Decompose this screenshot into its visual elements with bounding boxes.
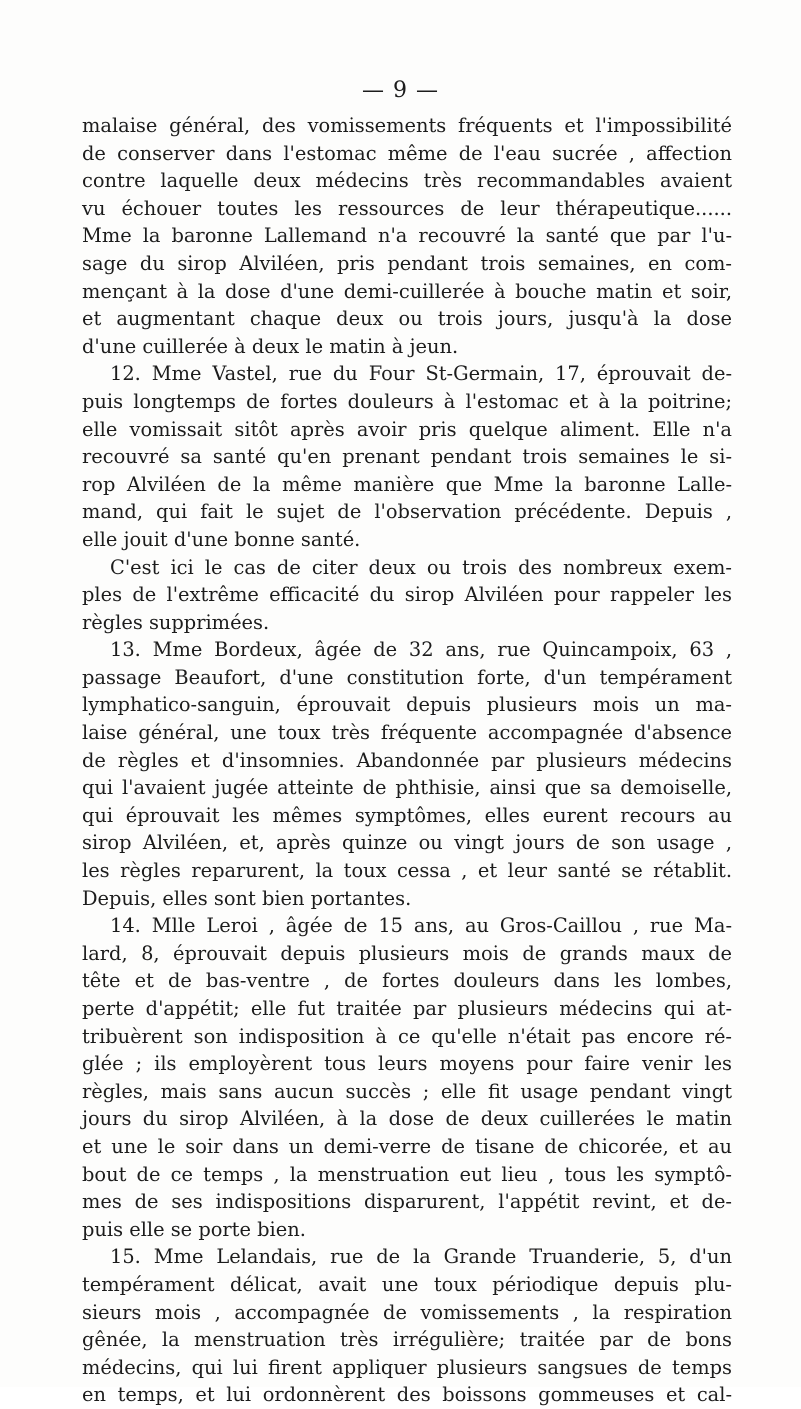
text-line: d'une cuillerée à deux le matin à jeun. <box>82 334 459 358</box>
text-line: rop Alviléen de la même manière que Mme la baronne Lalle- <box>82 472 732 496</box>
text-line: médecins, qui lui firent appliquer plusieurs sangsues de temps <box>82 1355 732 1379</box>
text-line: mes de ses indispositions disparurent, l'appétit revint, et de- <box>82 1190 732 1214</box>
text-line: de conserver dans l'estomac même de l'eau sucrée , affection <box>82 141 732 165</box>
text-line: de règles et d'insomnies. Abandonnée par plusieurs médecins <box>82 748 732 772</box>
text-line: sirop Alviléen, et, après quinze ou vingt jours de son usage , <box>82 831 732 855</box>
text-line: vu échouer toutes les ressources de leur thérapeutique...... <box>82 196 732 220</box>
text-line: recouvré sa santé qu'en prenant pendant trois semaines le si- <box>82 445 732 469</box>
text-line: perte d'appétit; elle fut traitée par plusieurs médecins qui at- <box>82 997 732 1020</box>
text-line: mand, qui fait le sujet de l'observation précédente. Depuis , <box>82 500 732 524</box>
text-line: passage Beaufort, d'une constitution forte, d'un tempérament <box>82 665 732 689</box>
text-line: tribuèrent son indisposition à ce qu'elle n'était pas encore ré- <box>82 1024 732 1048</box>
text-line: qui l'avaient jugée atteinte de phthisie, ainsi que sa demoiselle, <box>82 776 732 800</box>
text-line: 12. Mme Vastel, rue du Four St-Germain, 17, éprouvait de- <box>110 362 732 386</box>
text-line: sieurs mois , accompagnée de vomissements , la respiration <box>82 1300 732 1324</box>
body-text <box>82 112 732 1409</box>
text-line: 15. Mme Lelandais, rue de la Grande Truanderie, 5, d'un <box>110 1245 732 1269</box>
text-line: puis longtemps de fortes douleurs à l'estomac et à la poitrine; <box>82 389 732 413</box>
text-line: règles supprimées. <box>82 610 270 634</box>
text-line: qui éprouvait les mêmes symptômes, elles eurent recours au <box>82 803 732 827</box>
text-line: puis elle se porte bien. <box>82 1217 306 1241</box>
text-line: 14. Mlle Leroi , âgée de 15 ans, au Gros-Caillou , rue Ma- <box>110 914 732 938</box>
text-line: glée ; ils employèrent tous leurs moyens pour faire venir les <box>82 1052 732 1076</box>
text-line: Mme la baronne Lallemand n'a recouvré la santé que par l'u- <box>82 224 732 248</box>
text-line: les règles reparurent, la toux cessa , et leur santé se rétablit. <box>82 859 732 883</box>
text-line: elle jouit d'une bonne santé. <box>82 527 361 551</box>
text-line: lard, 8, éprouvait depuis plusieurs mois de grands maux de <box>82 941 732 965</box>
text-line: laise général, une toux très fréquente accompagnée d'absence <box>82 721 732 745</box>
text-line: règles, mais sans aucun succès ; elle fit usage pendant vingt <box>82 1079 732 1103</box>
text-line: bout de ce temps , la menstruation eut lieu , tous les symptô- <box>82 1162 732 1186</box>
text-line: C'est ici le cas de citer deux ou trois des nombreux exem- <box>110 555 732 579</box>
text-line: mençant à la dose d'une demi-cuillerée à bouche matin et soir, <box>82 279 732 303</box>
page-number: — 9 — <box>362 78 439 103</box>
text-line: lymphatico-sanguin, éprouvait depuis plusieurs mois un ma- <box>82 693 732 717</box>
text-line: et une le soir dans un demi-verre de tisane de chicorée, et au <box>82 1134 732 1158</box>
text-line: gênée, la menstruation très irrégulière; traitée par de bons <box>82 1328 732 1352</box>
text-line: ples de l'extrême efficacité du sirop Alviléen pour rappeler les <box>82 583 732 607</box>
text-line: tête et de bas-ventre , de fortes douleurs dans les lombes, <box>82 969 732 993</box>
text-line: malaise général, des vomissements fréquents et l'impossibilité <box>82 114 732 137</box>
text-line: elle vomissait sitôt après avoir pris quelque aliment. Elle n'a <box>82 417 732 441</box>
text-line: en temps, et lui ordonnèrent des boissons gommeuses et cal- <box>82 1383 732 1407</box>
text-line: 13. Mme Bordeux, âgée de 32 ans, rue Quincampoix, 63 , <box>110 638 732 662</box>
text-line: jours du sirop Alviléen, à la dose de deux cuillerées le matin <box>82 1107 732 1131</box>
text-line: et augmentant chaque deux ou trois jours, jusqu'à la dose <box>82 307 732 331</box>
text-line: Depuis, elles sont bien portantes. <box>82 886 412 910</box>
text-line: sage du sirop Alviléen, pris pendant trois semaines, en com- <box>82 251 732 275</box>
text-line: contre laquelle deux médecins très recommandables avaient <box>82 169 732 193</box>
text-line: tempérament délicat, avait une toux périodique depuis plu- <box>82 1272 732 1296</box>
